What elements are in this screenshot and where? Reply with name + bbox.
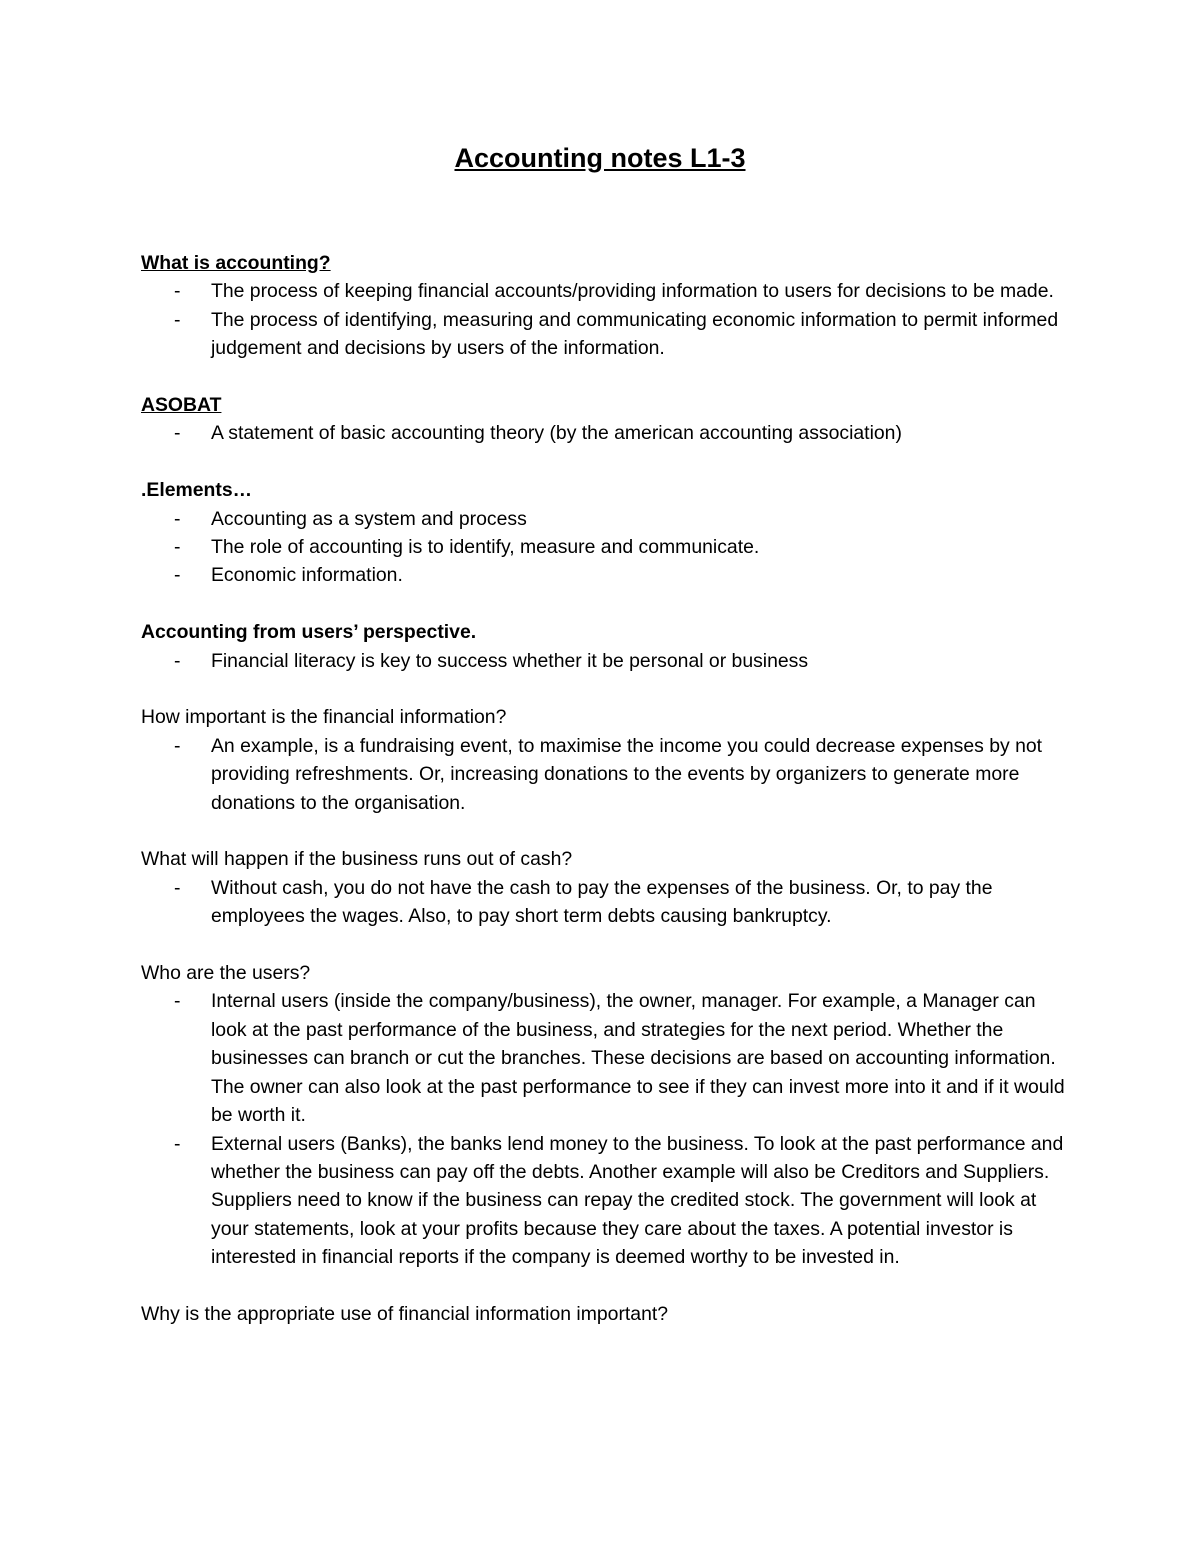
bullet-list bbox=[141, 874, 1071, 931]
section bbox=[141, 618, 1071, 675]
bullet-dash: - bbox=[174, 308, 181, 331]
section bbox=[141, 959, 1071, 1271]
section bbox=[141, 391, 1071, 448]
list-item bbox=[141, 561, 1071, 589]
bullet-dash: - bbox=[174, 649, 181, 672]
section bbox=[141, 703, 1071, 817]
bullet-list bbox=[141, 505, 1071, 590]
bullet-dash: - bbox=[174, 507, 181, 530]
list-item bbox=[141, 306, 1071, 363]
list-item bbox=[141, 874, 1071, 931]
section-heading: .Elements… bbox=[141, 479, 252, 502]
section-heading: What is accounting? bbox=[141, 252, 331, 274]
section-heading: Why is the appropriate use of financial information important? bbox=[141, 1302, 669, 1325]
bullet-list bbox=[141, 277, 1071, 362]
section-heading: Who are the users? bbox=[141, 962, 311, 985]
section bbox=[141, 1300, 1071, 1328]
bullet-text: Economic information. bbox=[211, 564, 403, 587]
section bbox=[141, 845, 1071, 930]
list-item bbox=[141, 277, 1071, 305]
list-item bbox=[141, 732, 1071, 817]
bullet-text: External users (Banks), the banks lend money to the business. To look at the past performance and whether the business can pay off the debts. Another example will also be Creditors and Suppliers. Suppliers need to know if the business can repay the credited stock. The government will look at your statements, look at your profits because they care about the taxes. A potential investor is interested in financial reports if the company is deemed worthy to be invested in. bbox=[211, 1132, 1064, 1269]
bullet-text: The process of keeping financial accounts/providing information to users for decisions to be made. bbox=[211, 280, 1054, 303]
bullet-dash: - bbox=[174, 990, 181, 1013]
bullet-dash: - bbox=[174, 734, 181, 757]
bullet-dash: - bbox=[174, 1132, 181, 1155]
bullet-text: Internal users (inside the company/business), the owner, manager. For example, a Manager can look at the past performance of the business, and strategies for the next period. Whether the businesses can branch or cut the branches. These decisions are based on accounting information. The owner can also look at the past performance to see if they can invest more into it and if it would be worth it. bbox=[211, 990, 1065, 1127]
bullet-list bbox=[141, 987, 1071, 1271]
section bbox=[141, 249, 1071, 363]
bullet-list bbox=[141, 419, 1071, 447]
section-heading: ASOBAT bbox=[141, 394, 222, 417]
section bbox=[141, 476, 1071, 590]
list-item bbox=[141, 505, 1071, 533]
list-item bbox=[141, 1130, 1071, 1272]
bullet-list bbox=[141, 732, 1071, 817]
list-item bbox=[141, 533, 1071, 561]
list-item bbox=[141, 987, 1071, 1129]
bullet-dash: - bbox=[174, 876, 181, 899]
bullet-text: An example, is a fundraising event, to maximise the income you could decrease expenses by not providing refreshments. Or, increasing donations to the events by organizers to generate more donations to the organisation. bbox=[211, 734, 1043, 814]
bullet-list bbox=[141, 647, 1071, 675]
bullet-dash: - bbox=[174, 564, 181, 587]
section-heading: How important is the financial information? bbox=[141, 706, 507, 729]
section-heading: What will happen if the business runs out of cash? bbox=[141, 848, 573, 871]
list-item bbox=[141, 419, 1071, 447]
bullet-text: Accounting as a system and process bbox=[211, 507, 527, 530]
bullet-dash: - bbox=[174, 536, 181, 559]
document-body bbox=[141, 249, 1071, 1357]
document-title: Accounting notes L1-3 bbox=[454, 143, 746, 173]
bullet-dash: - bbox=[174, 280, 181, 303]
list-item bbox=[141, 647, 1071, 675]
bullet-text: The process of identifying, measuring and communicating economic information to permit informed judgement and decisions by users of the information. bbox=[211, 308, 1059, 360]
bullet-text: The role of accounting is to identify, measure and communicate. bbox=[211, 536, 760, 559]
bullet-text: A statement of basic accounting theory (by the american accounting association) bbox=[211, 422, 902, 445]
bullet-text: Without cash, you do not have the cash to pay the expenses of the business. Or, to pay the employees the wages. Also, to pay short term debts causing bankruptcy. bbox=[211, 876, 993, 928]
bullet-dash: - bbox=[174, 422, 181, 445]
section-heading: Accounting from users’ perspective. bbox=[141, 621, 477, 644]
bullet-text: Financial literacy is key to success whether it be personal or business bbox=[211, 649, 809, 672]
